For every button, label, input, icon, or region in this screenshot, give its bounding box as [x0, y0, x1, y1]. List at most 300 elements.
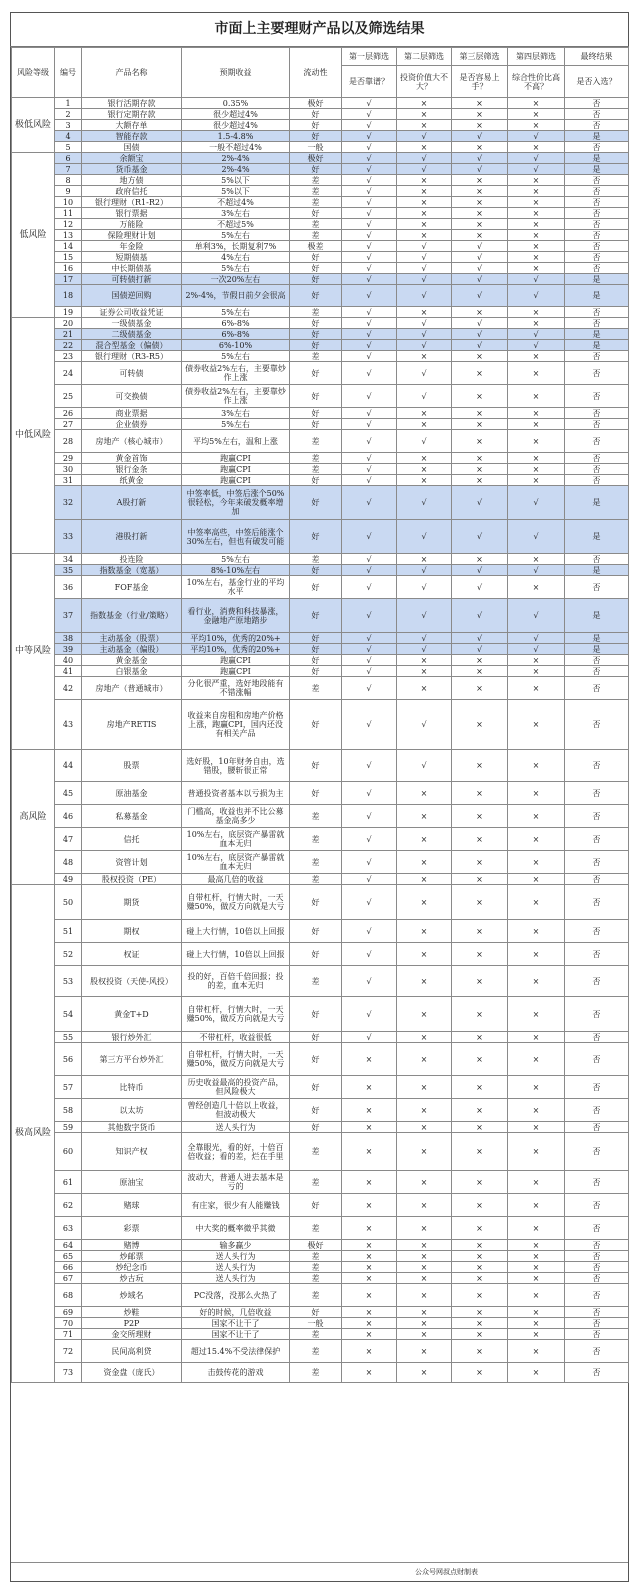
filter-4-cell: × — [508, 700, 565, 750]
final-result-cell: 是 — [565, 329, 629, 340]
table-row — [12, 1171, 629, 1194]
expected-yield-cell: 5%左右 — [182, 263, 290, 274]
final-result-cell: 否 — [565, 430, 629, 453]
filter-4-cell: × — [508, 966, 565, 997]
filter-1-cell: √ — [342, 920, 397, 943]
filter-4-cell: √ — [508, 153, 565, 164]
final-result-cell: 否 — [565, 805, 629, 828]
expected-yield-cell: 不超过5% — [182, 219, 290, 230]
final-result-cell: 是 — [565, 486, 629, 520]
product-name-cell: 以太坊 — [82, 1099, 182, 1122]
product-no-cell: 46 — [55, 805, 82, 828]
filter-3-cell: × — [452, 351, 508, 362]
product-name-cell: 二级债基金 — [82, 329, 182, 340]
product-no-cell: 37 — [55, 599, 82, 633]
expected-yield-cell: 最高几倍的收益 — [182, 874, 290, 885]
final-result-cell: 是 — [565, 340, 629, 351]
filter-4-cell: × — [508, 263, 565, 274]
filter-1-cell: √ — [342, 554, 397, 565]
table-row — [12, 828, 629, 851]
product-name-cell: 可交换债 — [82, 385, 182, 408]
liquidity-cell: 好 — [290, 1076, 342, 1099]
final-result-cell: 否 — [565, 1217, 629, 1240]
filter-3-cell: √ — [452, 633, 508, 644]
expected-yield-cell: 自带杠杆，行情大时，一天赚50%，做反方向就是大亏 — [182, 885, 290, 920]
table-row — [12, 1251, 629, 1262]
table-row — [12, 219, 629, 230]
final-result-cell: 否 — [565, 351, 629, 362]
product-name-cell: 其他数字货币 — [82, 1122, 182, 1133]
filter-1-cell: √ — [342, 700, 397, 750]
final-result-cell: 是 — [565, 131, 629, 142]
product-no-cell: 18 — [55, 285, 82, 307]
filter-1-cell: √ — [342, 486, 397, 520]
filter-2-cell: × — [397, 1340, 452, 1363]
final-result-cell: 否 — [565, 186, 629, 197]
product-no-cell: 52 — [55, 943, 82, 966]
expected-yield-cell: 中大奖的概率微乎其微 — [182, 1217, 290, 1240]
liquidity-cell: 好 — [290, 700, 342, 750]
product-no-cell: 73 — [55, 1363, 82, 1383]
filter-4-cell: × — [508, 1273, 565, 1284]
filter-4-cell: × — [508, 782, 565, 805]
table-row — [12, 208, 629, 219]
filter-1-cell: √ — [342, 241, 397, 252]
liquidity-cell: 好 — [290, 252, 342, 263]
filter-3-cell: × — [452, 1240, 508, 1251]
expected-yield-cell: 6%-8% — [182, 329, 290, 340]
products-table — [11, 47, 629, 1383]
final-result-cell: 否 — [565, 453, 629, 464]
table-row — [12, 920, 629, 943]
filter-2-cell: √ — [397, 520, 452, 554]
table-row — [12, 153, 629, 164]
filter-2-cell: × — [397, 655, 452, 666]
filter-2-cell: √ — [397, 340, 452, 351]
liquidity-cell: 好 — [290, 318, 342, 329]
filter-3-cell: √ — [452, 340, 508, 351]
filter-2-cell: √ — [397, 750, 452, 782]
liquidity-cell: 差 — [290, 554, 342, 565]
final-result-cell: 否 — [565, 385, 629, 408]
product-no-cell: 47 — [55, 828, 82, 851]
expected-yield-cell: 分化很严重，选好地段能有不错涨幅 — [182, 677, 290, 700]
filter-2-cell: × — [397, 408, 452, 419]
product-name-cell: 银行活期存款 — [82, 98, 182, 109]
filter-4-cell: × — [508, 109, 565, 120]
liquidity-cell: 差 — [290, 1262, 342, 1273]
final-result-cell: 否 — [565, 208, 629, 219]
filter-2-cell: × — [397, 464, 452, 475]
header-filter-4-question: 综合性价比高不高？ — [508, 66, 565, 98]
liquidity-cell: 好 — [290, 329, 342, 340]
header-filter-2-stage: 第二层筛选 — [397, 48, 452, 66]
product-name-cell: 企业债券 — [82, 419, 182, 430]
product-no-cell: 35 — [55, 565, 82, 576]
product-name-cell: 赌球 — [82, 1194, 182, 1217]
final-result-cell: 否 — [565, 464, 629, 475]
final-result-cell: 否 — [565, 318, 629, 329]
final-result-cell: 否 — [565, 252, 629, 263]
product-no-cell: 71 — [55, 1329, 82, 1340]
product-name-cell: 黄金基金 — [82, 655, 182, 666]
filter-4-cell: × — [508, 750, 565, 782]
expected-yield-cell: 超过15.4%不受法律保护 — [182, 1340, 290, 1363]
filter-2-cell: √ — [397, 164, 452, 175]
product-name-cell: 一级债基金 — [82, 318, 182, 329]
expected-yield-cell: 送人头行为 — [182, 1251, 290, 1262]
filter-3-cell: × — [452, 197, 508, 208]
filter-1-cell: √ — [342, 782, 397, 805]
filter-1-cell: √ — [342, 120, 397, 131]
filter-4-cell: √ — [508, 520, 565, 554]
product-name-cell: 银行炒外汇 — [82, 1032, 182, 1043]
expected-yield-cell: 自带杠杆，行情大时，一天赚50%，做反方向就是大亏 — [182, 997, 290, 1032]
filter-4-cell: × — [508, 120, 565, 131]
expected-yield-cell: 10%左右，底层资产暴雷就血本无归 — [182, 851, 290, 874]
filter-3-cell: × — [452, 851, 508, 874]
filter-2-cell: × — [397, 120, 452, 131]
filter-2-cell: × — [397, 1251, 452, 1262]
final-result-cell: 否 — [565, 782, 629, 805]
table-row — [12, 1273, 629, 1284]
filter-3-cell: √ — [452, 252, 508, 263]
header-filter-1-question: 是否靠谱？ — [342, 66, 397, 98]
filter-1-cell: √ — [342, 164, 397, 175]
final-result-cell: 是 — [565, 644, 629, 655]
product-name-cell: 彩票 — [82, 1217, 182, 1240]
expected-yield-cell: 好的时候，几倍收益 — [182, 1307, 290, 1318]
liquidity-cell: 差 — [290, 1171, 342, 1194]
liquidity-cell: 好 — [290, 385, 342, 408]
product-name-cell: 商业票据 — [82, 408, 182, 419]
product-no-cell: 1 — [55, 98, 82, 109]
filter-1-cell: √ — [342, 419, 397, 430]
filter-1-cell: √ — [342, 98, 397, 109]
filter-3-cell: × — [452, 1318, 508, 1329]
filter-3-cell: × — [452, 175, 508, 186]
filter-3-cell: × — [452, 120, 508, 131]
table-row — [12, 874, 629, 885]
product-name-cell: 投连险 — [82, 554, 182, 565]
expected-yield-cell: 收益来自房租和房地产价格上涨，跑赢CPI，国内还没有相关产品 — [182, 700, 290, 750]
table-row — [12, 1329, 629, 1340]
filter-3-cell: × — [452, 1032, 508, 1043]
filter-3-cell: × — [452, 828, 508, 851]
expected-yield-cell: 1.5-4.8% — [182, 131, 290, 142]
filter-2-cell: × — [397, 782, 452, 805]
product-name-cell: 金交所理财 — [82, 1329, 182, 1340]
filter-4-cell: × — [508, 885, 565, 920]
final-result-cell: 否 — [565, 1171, 629, 1194]
filter-1-cell: × — [342, 1122, 397, 1133]
filter-3-cell: × — [452, 943, 508, 966]
table-row — [12, 98, 629, 109]
filter-1-cell: √ — [342, 655, 397, 666]
expected-yield-cell: 自带杠杆，行情大时，一天赚50%，做反方向就是大亏 — [182, 1043, 290, 1076]
product-name-cell: 权证 — [82, 943, 182, 966]
filter-3-cell: √ — [452, 318, 508, 329]
product-no-cell: 36 — [55, 576, 82, 599]
expected-yield-cell: 5%左右 — [182, 554, 290, 565]
final-result-cell: 否 — [565, 943, 629, 966]
filter-2-cell: × — [397, 208, 452, 219]
filter-3-cell: × — [452, 700, 508, 750]
filter-2-cell: × — [397, 1171, 452, 1194]
product-name-cell: 原油宝 — [82, 1171, 182, 1194]
filter-1-cell: √ — [342, 186, 397, 197]
liquidity-cell: 好 — [290, 1194, 342, 1217]
expected-yield-cell: 跑赢CPI — [182, 655, 290, 666]
expected-yield-cell: 很少超过4% — [182, 109, 290, 120]
filter-2-cell: √ — [397, 644, 452, 655]
product-name-cell: 货币基金 — [82, 164, 182, 175]
final-result-cell: 否 — [565, 197, 629, 208]
product-no-cell: 26 — [55, 408, 82, 419]
product-name-cell: 知识产权 — [82, 1133, 182, 1171]
filter-3-cell: × — [452, 1076, 508, 1099]
table-row — [12, 120, 629, 131]
filter-3-cell: × — [452, 874, 508, 885]
expected-yield-cell: 一般不超过4% — [182, 142, 290, 153]
filter-4-cell: √ — [508, 131, 565, 142]
liquidity-cell: 好 — [290, 599, 342, 633]
product-name-cell: 炒鞋 — [82, 1307, 182, 1318]
liquidity-cell: 好 — [290, 920, 342, 943]
expected-yield-cell: 10%左右，基金行业的平均水平 — [182, 576, 290, 599]
product-no-cell: 50 — [55, 885, 82, 920]
expected-yield-cell: 6%-10% — [182, 340, 290, 351]
filter-1-cell: √ — [342, 430, 397, 453]
product-name-cell: 万能险 — [82, 219, 182, 230]
final-result-cell: 否 — [565, 1318, 629, 1329]
filter-3-cell: × — [452, 966, 508, 997]
risk-level-cell: 极高风险 — [12, 885, 55, 1383]
filter-3-cell: × — [452, 1329, 508, 1340]
final-result-cell: 否 — [565, 1307, 629, 1318]
product-name-cell: 银行理财（R3-R5） — [82, 351, 182, 362]
table-row — [12, 197, 629, 208]
product-name-cell: 期权 — [82, 920, 182, 943]
filter-1-cell: √ — [342, 874, 397, 885]
expected-yield-cell: 碰上大行情，10倍以上回报 — [182, 943, 290, 966]
filter-4-cell: × — [508, 655, 565, 666]
product-no-cell: 10 — [55, 197, 82, 208]
filter-2-cell: × — [397, 1099, 452, 1122]
filter-1-cell: √ — [342, 599, 397, 633]
expected-yield-cell: 看行业，消费和科技暴涨，金融地产原地踏步 — [182, 599, 290, 633]
product-no-cell: 20 — [55, 318, 82, 329]
filter-1-cell: × — [342, 1363, 397, 1383]
filter-1-cell: √ — [342, 408, 397, 419]
header-filter-4-stage: 第四层筛选 — [508, 48, 565, 66]
filter-4-cell: × — [508, 1133, 565, 1171]
filter-1-cell: √ — [342, 885, 397, 920]
product-no-cell: 2 — [55, 109, 82, 120]
final-result-cell: 否 — [565, 1284, 629, 1307]
filter-1-cell: √ — [342, 1032, 397, 1043]
filter-3-cell: × — [452, 1171, 508, 1194]
product-no-cell: 27 — [55, 419, 82, 430]
final-result-cell: 否 — [565, 1251, 629, 1262]
header-yield: 预期收益 — [182, 48, 290, 98]
filter-4-cell: √ — [508, 340, 565, 351]
liquidity-cell: 好 — [290, 408, 342, 419]
final-result-cell: 否 — [565, 655, 629, 666]
table-row — [12, 1043, 629, 1076]
final-result-cell: 否 — [565, 263, 629, 274]
table-row — [12, 1133, 629, 1171]
filter-3-cell: × — [452, 1217, 508, 1240]
product-no-cell: 7 — [55, 164, 82, 175]
filter-2-cell: × — [397, 475, 452, 486]
expected-yield-cell: 平均5%左右，温和上涨 — [182, 430, 290, 453]
filter-4-cell: × — [508, 419, 565, 430]
product-name-cell: 余额宝 — [82, 153, 182, 164]
product-name-cell: 炒域名 — [82, 1284, 182, 1307]
expected-yield-cell: 10%左右，底层资产暴雷就血本无归 — [182, 828, 290, 851]
product-no-cell: 25 — [55, 385, 82, 408]
expected-yield-cell: 3%左右 — [182, 208, 290, 219]
expected-yield-cell: 4%左右 — [182, 252, 290, 263]
filter-4-cell: × — [508, 453, 565, 464]
filter-3-cell: × — [452, 805, 508, 828]
filter-3-cell: × — [452, 464, 508, 475]
filter-4-cell: × — [508, 1307, 565, 1318]
filter-4-cell: × — [508, 1363, 565, 1383]
filter-4-cell: × — [508, 1240, 565, 1251]
filter-1-cell: √ — [342, 851, 397, 874]
product-name-cell: P2P — [82, 1318, 182, 1329]
filter-2-cell: √ — [397, 263, 452, 274]
product-name-cell: 短期债基 — [82, 252, 182, 263]
filter-2-cell: × — [397, 1329, 452, 1340]
header-no: 编号 — [55, 48, 82, 98]
product-name-cell: 可转债打新 — [82, 274, 182, 285]
filter-4-cell: √ — [508, 274, 565, 285]
final-result-cell: 否 — [565, 874, 629, 885]
final-result-cell: 否 — [565, 120, 629, 131]
filter-4-cell: √ — [508, 633, 565, 644]
product-name-cell: 可转债 — [82, 362, 182, 385]
header-name: 产品名称 — [82, 48, 182, 98]
product-no-cell: 64 — [55, 1240, 82, 1251]
filter-4-cell: × — [508, 1032, 565, 1043]
expected-yield-cell: 不超过4% — [182, 197, 290, 208]
filter-3-cell: × — [452, 186, 508, 197]
filter-2-cell: × — [397, 1262, 452, 1273]
table-row — [12, 351, 629, 362]
product-no-cell: 19 — [55, 307, 82, 318]
expected-yield-cell: 送人头行为 — [182, 1122, 290, 1133]
table-row — [12, 453, 629, 464]
filter-1-cell: √ — [342, 677, 397, 700]
filter-1-cell: √ — [342, 943, 397, 966]
product-no-cell: 11 — [55, 208, 82, 219]
filter-4-cell: × — [508, 1217, 565, 1240]
product-no-cell: 49 — [55, 874, 82, 885]
product-name-cell: 银行金条 — [82, 464, 182, 475]
product-name-cell: 国债逆回购 — [82, 285, 182, 307]
expected-yield-cell: 跑赢CPI — [182, 453, 290, 464]
product-no-cell: 31 — [55, 475, 82, 486]
filter-1-cell: √ — [342, 274, 397, 285]
product-name-cell: 资金盘（庞氏） — [82, 1363, 182, 1383]
final-result-cell: 否 — [565, 1043, 629, 1076]
filter-4-cell: × — [508, 554, 565, 565]
table-row — [12, 241, 629, 252]
table-row — [12, 805, 629, 828]
liquidity-cell: 差 — [290, 464, 342, 475]
expected-yield-cell: 波动大，普通人进去基本是亏的 — [182, 1171, 290, 1194]
filter-3-cell: √ — [452, 164, 508, 175]
filter-3-cell: × — [452, 1099, 508, 1122]
expected-yield-cell: 跑赢CPI — [182, 666, 290, 677]
product-no-cell: 51 — [55, 920, 82, 943]
expected-yield-cell: 5%以下 — [182, 186, 290, 197]
expected-yield-cell: 国家不让干了 — [182, 1318, 290, 1329]
filter-3-cell: × — [452, 677, 508, 700]
filter-4-cell: × — [508, 219, 565, 230]
filter-1-cell: √ — [342, 966, 397, 997]
table-row — [12, 340, 629, 351]
product-name-cell: 房地产RETIS — [82, 700, 182, 750]
filter-1-cell: √ — [342, 453, 397, 464]
final-result-cell: 否 — [565, 1122, 629, 1133]
liquidity-cell: 好 — [290, 263, 342, 274]
product-name-cell: A股打新 — [82, 486, 182, 520]
product-name-cell: 比特币 — [82, 1076, 182, 1099]
table-row — [12, 782, 629, 805]
filter-1-cell: √ — [342, 329, 397, 340]
filter-3-cell: √ — [452, 329, 508, 340]
header-final-stage: 最终结果 — [565, 48, 629, 66]
filter-2-cell: √ — [397, 385, 452, 408]
table-row — [12, 362, 629, 385]
liquidity-cell: 差 — [290, 197, 342, 208]
filter-1-cell: √ — [342, 252, 397, 263]
liquidity-cell: 差 — [290, 230, 342, 241]
table-row — [12, 274, 629, 285]
liquidity-cell: 好 — [290, 576, 342, 599]
table-row — [12, 943, 629, 966]
product-name-cell: 主动基金（股票） — [82, 633, 182, 644]
filter-2-cell: × — [397, 677, 452, 700]
filter-3-cell: √ — [452, 274, 508, 285]
filter-4-cell: × — [508, 666, 565, 677]
filter-4-cell: × — [508, 1122, 565, 1133]
filter-2-cell: × — [397, 851, 452, 874]
filter-3-cell: × — [452, 1284, 508, 1307]
product-no-cell: 29 — [55, 453, 82, 464]
filter-2-cell: × — [397, 1307, 452, 1318]
page-title: 市面上主要理财产品以及筛选结果 — [10, 12, 629, 47]
expected-yield-cell: 2%-4% — [182, 164, 290, 175]
filter-2-cell: √ — [397, 565, 452, 576]
filter-1-cell: √ — [342, 131, 397, 142]
product-no-cell: 32 — [55, 486, 82, 520]
final-result-cell: 否 — [565, 1133, 629, 1171]
table-row — [12, 1122, 629, 1133]
product-name-cell: 白银基金 — [82, 666, 182, 677]
liquidity-cell: 好 — [290, 419, 342, 430]
expected-yield-cell: 输多赢少 — [182, 1240, 290, 1251]
table-row — [12, 851, 629, 874]
filter-1-cell: √ — [342, 318, 397, 329]
liquidity-cell: 好 — [290, 997, 342, 1032]
table-row — [12, 164, 629, 175]
final-result-cell: 是 — [565, 274, 629, 285]
